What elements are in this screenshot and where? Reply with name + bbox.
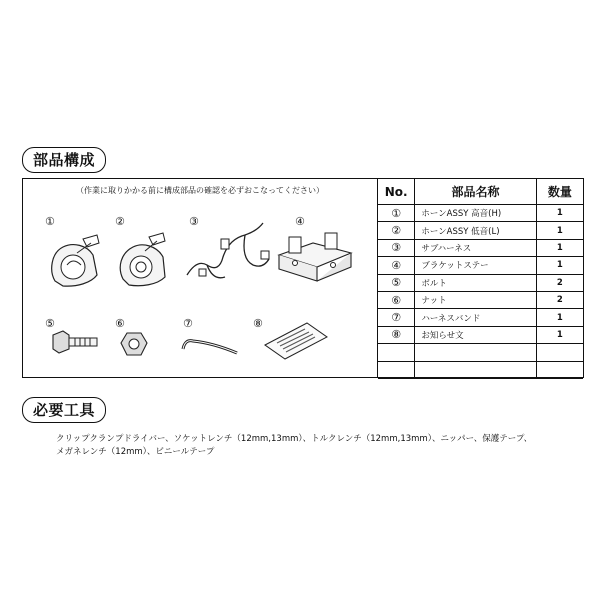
part-label-7: ⑦ — [183, 317, 193, 330]
horn-high-illustration — [47, 231, 103, 289]
table-row — [378, 274, 583, 291]
row-name: ホーンASSY 低音(L) — [415, 222, 536, 239]
row-qty: 1 — [536, 326, 583, 343]
notice-sheet-illustration — [263, 321, 329, 361]
row-no — [378, 361, 415, 378]
table-row — [378, 239, 583, 256]
row-qty: 1 — [536, 222, 583, 239]
row-qty: 1 — [536, 257, 583, 274]
parts-box — [22, 178, 584, 378]
header-no: No. — [378, 179, 415, 205]
table-row — [378, 326, 583, 343]
tools-line-2: メガネレンチ（12mm）、ビニールテープ — [56, 447, 215, 457]
tools-line-1: クリップクランプドライバー、ソケットレンチ（12mm,13mm）、トルクレンチ（12mm,13mm）、ニッパー、保護テープ、 — [56, 434, 533, 444]
row-no — [378, 344, 415, 361]
header-name: 部品名称 — [415, 179, 536, 205]
part-label-1: ① — [45, 215, 55, 228]
table-row — [378, 257, 583, 274]
tools-section-title: 必要工具 — [22, 397, 106, 423]
parts-table — [378, 179, 583, 379]
header-qty: 数量 — [536, 179, 583, 205]
row-no: ② — [378, 222, 415, 239]
row-qty: 2 — [536, 291, 583, 308]
row-no: ⑦ — [378, 309, 415, 326]
row-name: ブラケットステー — [415, 257, 536, 274]
part-label-6: ⑥ — [115, 317, 125, 330]
row-no: ⑧ — [378, 326, 415, 343]
parts-section-title: 部品構成 — [22, 147, 106, 173]
sub-harness-illustration — [183, 219, 273, 287]
row-name — [415, 344, 536, 361]
row-no: ③ — [378, 239, 415, 256]
row-qty: 1 — [536, 309, 583, 326]
row-name: お知らせ文 — [415, 326, 536, 343]
row-name: ボルト — [415, 274, 536, 291]
row-qty: 1 — [536, 205, 583, 222]
part-label-5: ⑤ — [45, 317, 55, 330]
harness-band-illustration — [179, 331, 241, 357]
row-name: ホーンASSY 高音(H) — [415, 205, 536, 222]
nut-illustration — [119, 329, 149, 359]
check-note: （作業に取りかかる前に構成部品の確認を必ずおこなってください） — [76, 186, 324, 195]
row-name: サブハーネス — [415, 239, 536, 256]
row-qty: 2 — [536, 274, 583, 291]
part-label-3: ③ — [189, 215, 199, 228]
table-row — [378, 291, 583, 308]
row-qty: 1 — [536, 239, 583, 256]
bolt-illustration — [49, 329, 101, 357]
part-label-8: ⑧ — [253, 317, 263, 330]
table-row — [378, 205, 583, 222]
row-no: ⑤ — [378, 274, 415, 291]
horn-low-illustration — [115, 231, 171, 289]
row-name: ハーネスバンド — [415, 309, 536, 326]
row-no: ⑥ — [378, 291, 415, 308]
bracket-stay-illustration — [273, 229, 357, 285]
part-label-4: ④ — [295, 215, 305, 228]
row-name — [415, 361, 536, 378]
row-qty — [536, 344, 583, 361]
table-row — [378, 344, 583, 361]
row-no: ① — [378, 205, 415, 222]
row-no: ④ — [378, 257, 415, 274]
table-row — [378, 222, 583, 239]
row-name: ナット — [415, 291, 536, 308]
part-label-2: ② — [115, 215, 125, 228]
table-row — [378, 361, 583, 378]
table-row — [378, 309, 583, 326]
required-tools-text — [56, 433, 576, 459]
row-qty — [536, 361, 583, 378]
